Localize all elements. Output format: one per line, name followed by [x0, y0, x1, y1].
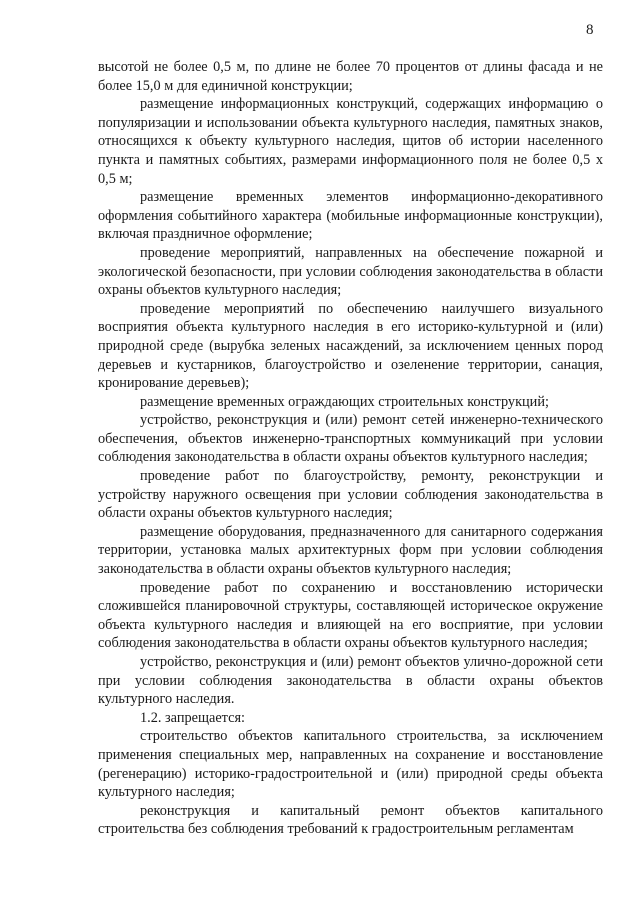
paragraph: проведение работ по сохранению и восстановлению исторически сложившейся планировочной структуры, составляющей историческое окружение объекта культурного наследия и влияющей на его восприятие, при условии соблюдения законодательства в области охраны объектов культурного наследия;: [98, 579, 603, 652]
paragraph: устройство, реконструкция и (или) ремонт объектов улично-дорожной сети при условии соблюдения законодательства в области охраны объектов культурного наследия.: [98, 654, 603, 708]
paragraph: высотой не более 0,5 м, по длине не более 70 процентов от длины фасада и не более 15,0 м для единичной конструкции;: [98, 59, 603, 94]
paragraph: реконструкция и капитальный ремонт объектов капитального строительства без соблюдения требований к градостроительным регламентам: [98, 802, 603, 838]
paragraph: проведение мероприятий, направленных на обеспечение пожарной и экологической безопасности, при условии соблюдения законодательства в области охраны объектов культурного наследия;: [98, 244, 603, 299]
page-number: 8: [586, 22, 594, 38]
paragraph: строительство объектов капитального строительства, за исключением применения специальных мер, направленных на сохранение и восстановление (регенерацию) историко-градостроительной и (или) природной среды объекта культурного наследия;: [98, 728, 603, 801]
paragraph: 1.2. запрещается:: [140, 709, 245, 726]
paragraph: размещение оборудования, предназначенного для санитарного содержания территории, установка малых архитектурных форм при условии соблюдения законодательства в области охраны объектов культурного наследия;: [98, 523, 603, 578]
paragraph: устройство, реконструкция и (или) ремонт сетей инженерно-технического обеспечения, объектов инженерно-транспортных коммуникаций при условии соблюдения законодательства в области охраны объектов культурного наследия;: [98, 412, 603, 466]
paragraph: проведение мероприятий по обеспечению наилучшего визуального восприятия объекта культурного наследия в его историко-культурной и (или) природной среде (вырубка зеленых насаждений, за исключением ценных пород деревьев и кустарников, благоустройство и озеленение территории, санация, кронирование деревьев);: [98, 300, 603, 392]
paragraph: проведение работ по благоустройству, ремонту, реконструкции и устройству наружного освещения при условии соблюдения законодательства в области охраны объектов культурного наследия;: [98, 468, 603, 522]
paragraph: размещение временных ограждающих строительных конструкций;: [140, 393, 549, 410]
paragraph: размещение информационных конструкций, содержащих информацию о популяризации и использовании объекта культурного наследия, памятных знаков, относящихся к объекту культурного наследия, щитов об истории населенного пункта и памятных событиях, размерами информационного поля не более 0,5 х 0,5 м;: [98, 96, 603, 187]
document-body: [98, 58, 603, 839]
paragraph: размещение временных элементов информационно-декоративного оформления событийного характера (мобильные информационные конструкции), включая праздничное оформление;: [98, 189, 603, 243]
